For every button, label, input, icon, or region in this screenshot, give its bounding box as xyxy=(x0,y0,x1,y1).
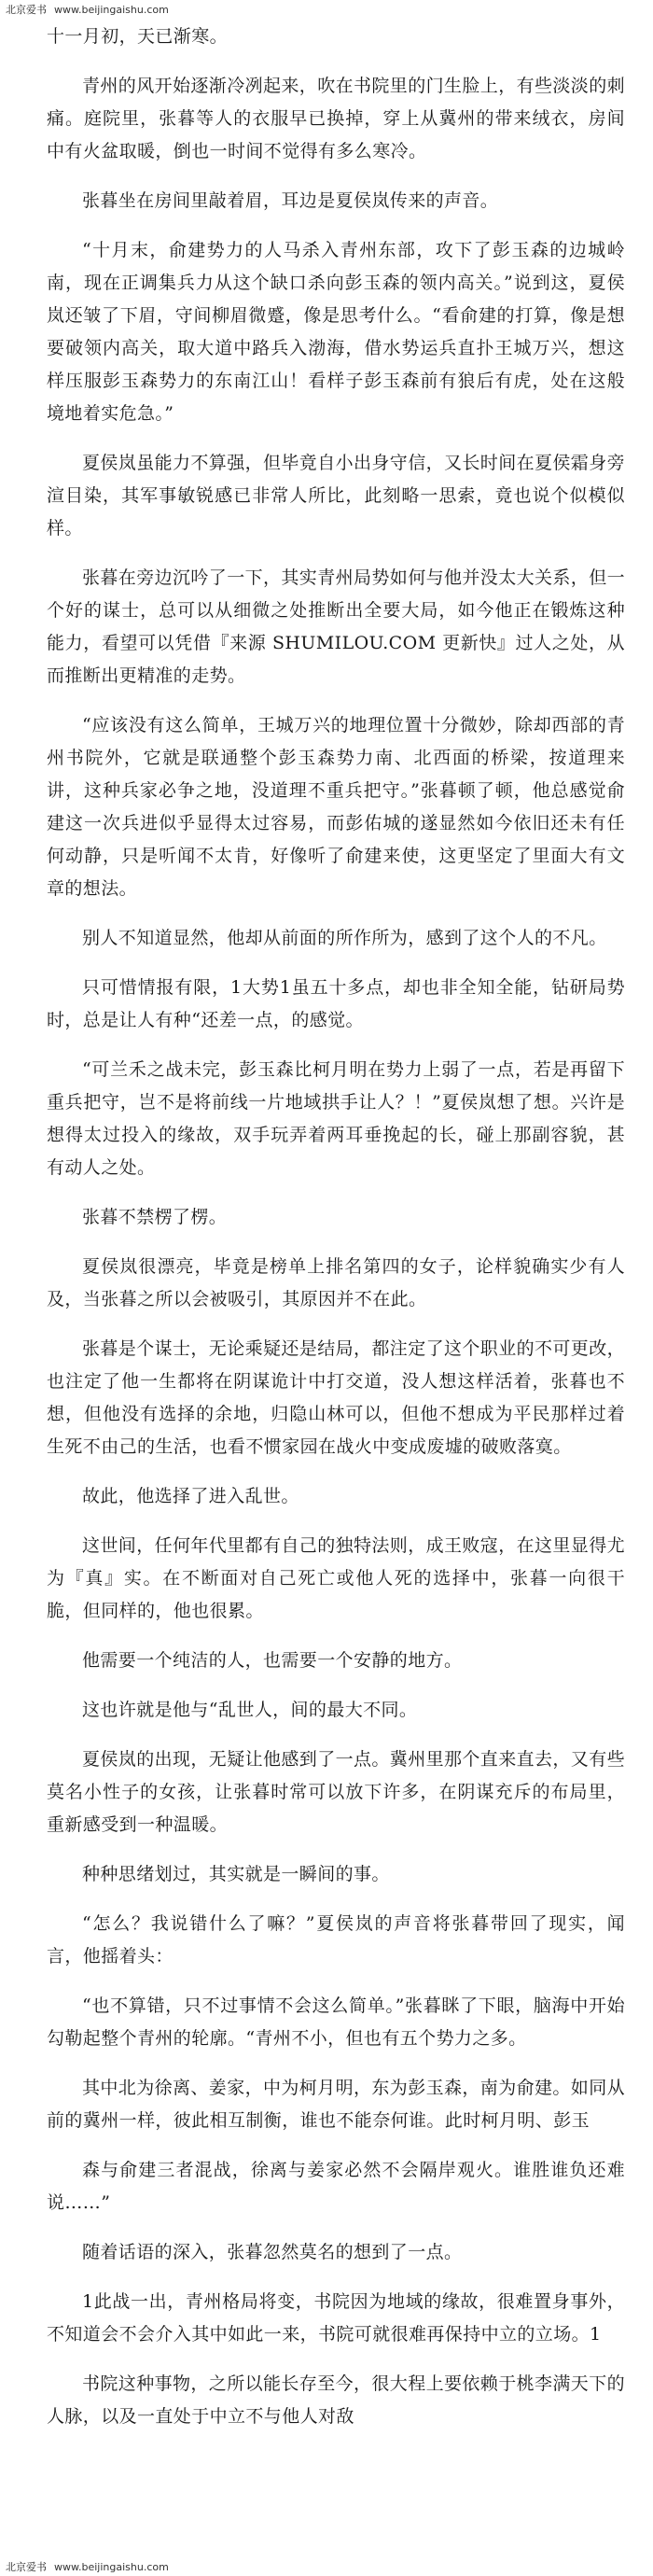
site-name: 北京爱书 xyxy=(6,2561,47,2573)
site-footer xyxy=(0,2557,169,2576)
paragraph: 张暮坐在房间里敲着眉，耳边是夏侯岚传来的声音。 xyxy=(82,190,499,211)
paragraph: 他需要一个纯洁的人，也需要一个安静的地方。 xyxy=(82,1650,463,1671)
paragraph: 随着话语的深入，张暮忽然莫名的想到了一点。 xyxy=(82,2242,463,2262)
paragraph: “应该没有这么简单，王城万兴的地理位置十分微妙，除却西部的青州书院外，它就是联通整个彭玉森势力南、北西面的桥梁，按道理来讲，这种兵家必争之地，没道理不重兵把守。”张暮顿了顿，他总感觉俞建这一次兵进似乎显得太过容易，而彭佑城的遂显然如今依旧还未有任何动静，只是听闻不太肯，好像听了俞建来使，这更坚定了里面大有文章的想法。 xyxy=(47,715,625,899)
site-name: 北京爱书 xyxy=(6,4,47,16)
paragraph: “十月末，俞建势力的人马杀入青州东部，攻下了彭玉森的边城岭南，现在正调集兵力从这个缺口杀向彭玉森的领内高关。”说到这，夏侯岚还皱了下眉，守间柳眉微蹙，像是思考什么。“看俞建的打算，像是想要破领内高关，取大道中路兵入渤海，借水势运兵直扑王城万兴，想这样压服彭玉森势力的东南江山！看样子彭玉森前有狼后有虎，处在这般境地着实危急。” xyxy=(47,240,625,424)
paragraph: 1此战一出，青州格局将变，书院因为地域的缘故，很难置身事外，不知道会不会介入其中如此一来，书院可就很难再保持中立的立场。1 xyxy=(47,2291,625,2345)
paragraph: 夏侯岚的出现，无疑让他感到了一点。冀州里那个直来直去，又有些莫名小性子的女孩，让张暮时常可以放下许多，在阴谋充斥的布局里，重新感受到一种温暖。 xyxy=(47,1749,626,1835)
paragraph: “怎么？我说错什么了嘛？”夏侯岚的声音将张暮带回了现实，闻言，他摇着头： xyxy=(47,1913,625,1967)
article-body xyxy=(47,19,625,2450)
paragraph: 书院这种事物，之所以能长存至今，很大程上要依赖于桃李满天下的人脉，以及一直处于中立不与他人对敌 xyxy=(47,2373,626,2427)
paragraph: 这也许就是他与“乱世人，间的最大不同。 xyxy=(82,1700,418,1720)
paragraph: 张暮不禁楞了楞。 xyxy=(82,1207,228,1227)
paragraph: 青州的风开始逐渐冷冽起来，吹在书院里的门生脸上，有些淡淡的刺痛。庭院里，张暮等人的衣服早已换掉，穿上从冀州的带来绒衣，房间中有火盆取暖，倒也一时间不觉得有多么寒冷。 xyxy=(47,76,626,161)
site-url-link[interactable]: www.beijingaishu.com xyxy=(54,2560,169,2573)
paragraph: 张暮是个谋士，无论乘疑还是结局，都注定了这个职业的不可更改，也注定了他一生都将在阴谋诡计中打交道，没人想这样活着，张暮也不想，但他没有选择的余地，归隐山林可以，但他不想成为平民那样过着生死不由己的生活，也看不惯家园在战火中变成废墟的破败落寞。 xyxy=(47,1338,626,1457)
paragraph: 其中北为徐离、姜家，中为柯月明，东为彭玉森，南为俞建。如同从前的冀州一样，彼此相互制衡，谁也不能奈何谁。此时柯月明、彭玉 xyxy=(47,2078,626,2131)
paragraph: 只可惜情报有限，1大势1虽五十多点，却也非全知全能，钻研局势时，总是让人有种“还差一点，的感觉。 xyxy=(47,977,625,1030)
paragraph: 森与俞建三者混战，徐离与姜家必然不会隔岸观火。谁胜谁负还难说……” xyxy=(47,2160,625,2213)
paragraph: 种种思绪划过，其实就是一瞬间的事。 xyxy=(82,1864,390,1884)
paragraph: 十一月初，天已渐寒。 xyxy=(47,26,229,47)
paragraph: 故此，他选择了进入乱世。 xyxy=(82,1486,299,1506)
paragraph: 夏侯岚很漂亮，毕竟是榜单上排名第四的女子，论样貌确实少有人及，当张暮之所以会被吸引，其原因并不在此。 xyxy=(47,1256,625,1309)
paragraph: “也不算错，只不过事情不会这么简单。”张暮眯了下眼，脑海中开始勾勒起整个青州的轮廓。“青州不小，但也有五个势力之多。 xyxy=(47,1995,625,2049)
paragraph: 夏侯岚虽能力不算强，但毕竟自小出身守信，又长时间在夏侯霜身旁渲目染，其军事敏锐感已非常人所比，此刻略一思索，竟也说个似模似样。 xyxy=(47,453,626,539)
paragraph: “可兰禾之战未完，彭玉森比柯月明在势力上弱了一点，若是再留下重兵把守，岂不是将前线一片地域拱手让人？！”夏侯岚想了想。兴许是想得太过投入的缘故，双手玩弄着两耳垂挽起的长，碰上那副容貌，甚有动人之处。 xyxy=(47,1059,625,1178)
paragraph: 别人不知道显然，他却从前面的所作所为，感到了这个人的不凡。 xyxy=(82,928,607,948)
paragraph: 这世间，任何年代里都有自己的独特法则，成王败寇，在这里显得尤为『真』实。在不断面对自己死亡或他人死的选择中，张暮一向很干脆，但同样的，他也很累。 xyxy=(47,1535,626,1621)
site-url-link[interactable]: www.beijingaishu.com xyxy=(54,3,169,16)
site-header xyxy=(0,0,169,19)
paragraph: 张暮在旁边沉吟了一下，其实青州局势如何与他并没太大关系，但一个好的谋士，总可以从细微之处推断出全要大局，如今他正在锻炼这种能力，看望可以凭借『来源 SHUMILOU.COM 更新快』过人之处，从而推断出更精准的走势。 xyxy=(47,567,626,686)
